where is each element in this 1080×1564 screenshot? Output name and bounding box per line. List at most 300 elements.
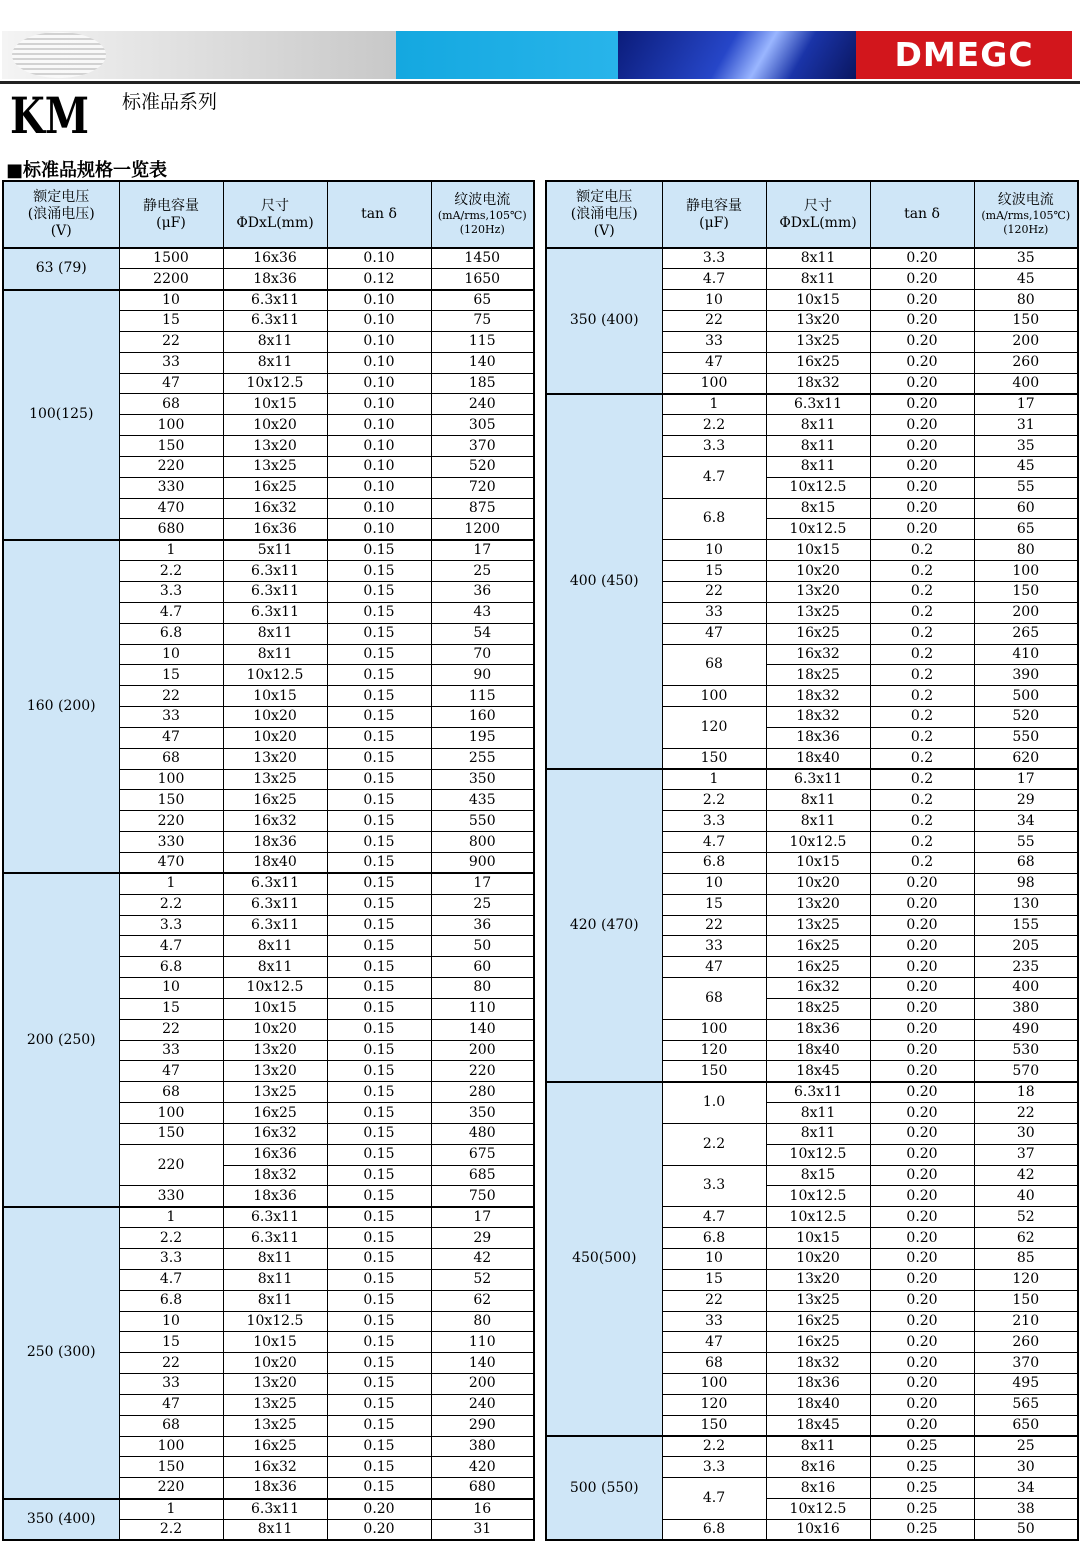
size-cell: 18x32: [766, 707, 870, 728]
header-row: [3, 181, 534, 248]
capacitance-cell: 4.7: [119, 1269, 223, 1290]
capacitance-cell: 10: [119, 644, 223, 665]
ripple-cell: 17: [974, 769, 1078, 790]
ripple-cell: 35: [974, 248, 1078, 269]
size-cell: 10x12.5: [766, 1207, 870, 1228]
size-cell: 13x20: [766, 894, 870, 915]
ripple-cell: 50: [431, 936, 534, 957]
voltage-cell: 420 (470): [546, 769, 662, 1082]
capacitance-cell: 330: [119, 477, 223, 498]
tand-cell: 0.10: [327, 394, 431, 415]
capacitance-cell: 1: [119, 1207, 223, 1228]
capacitance-cell: 2200: [119, 269, 223, 290]
ripple-cell: 42: [974, 1165, 1078, 1186]
voltage-header-line: (浪涌电压): [27, 206, 95, 222]
header-row: [546, 181, 1078, 248]
ripple-header-line: (mA/rms,105℃): [437, 209, 527, 222]
size-cell: 8x11: [223, 1290, 327, 1311]
ripple-cell: 490: [974, 1019, 1078, 1040]
size-cell: 16x25: [766, 957, 870, 978]
capacitance-cell: 220: [119, 1478, 223, 1499]
tand-cell: 0.20: [870, 1290, 974, 1311]
size-cell: 18x25: [766, 998, 870, 1019]
ripple-cell: 43: [431, 602, 534, 623]
ripple-cell: 160: [431, 707, 534, 728]
table-row: [3, 873, 534, 894]
ripple-cell: 565: [974, 1394, 1078, 1415]
ripple-cell: 40: [974, 1186, 1078, 1207]
size-cell: 13x25: [223, 769, 327, 790]
size-cell: 8x11: [766, 1103, 870, 1124]
tand-cell: 0.20: [870, 1019, 974, 1040]
size-cell: 16x25: [223, 790, 327, 811]
ripple-cell: 200: [974, 331, 1078, 352]
capacitance-cell: 1: [119, 1499, 223, 1520]
voltage-group: [3, 540, 534, 874]
tand-cell: 0.15: [327, 894, 431, 915]
size-cell: 5x11: [223, 540, 327, 561]
size-cell: 16x25: [223, 477, 327, 498]
size-cell: 6.3x11: [223, 1499, 327, 1520]
capacitance-cell: 680: [119, 519, 223, 540]
voltage-cell: 500 (550): [546, 1436, 662, 1540]
capacitance-cell: 68: [662, 644, 766, 686]
capacitance-cell: 10: [119, 978, 223, 999]
ripple-cell: 550: [974, 727, 1078, 748]
capacitance-cell: 4.7: [662, 269, 766, 290]
size-header-line: 尺寸: [804, 197, 832, 214]
ripple-cell: 30: [974, 1123, 1078, 1144]
capacitance-cell: 10: [662, 540, 766, 561]
size-cell: 6.3x11: [223, 311, 327, 332]
size-cell: 10x12.5: [766, 832, 870, 853]
capacitance-cell: 68: [662, 978, 766, 1020]
size-cell: 13x25: [223, 456, 327, 477]
size-cell: 16x25: [223, 1436, 327, 1457]
tand-cell: 0.15: [327, 790, 431, 811]
voltage-group: [546, 769, 1078, 1082]
ripple-cell: 570: [974, 1061, 1078, 1082]
capacitance-cell: 3.3: [119, 582, 223, 603]
tand-cell: 0.2: [870, 644, 974, 665]
tand-cell: 0.20: [870, 1103, 974, 1124]
tand-cell: 0.10: [327, 311, 431, 332]
ripple-cell: 140: [431, 352, 534, 373]
tand-cell: 0.20: [870, 1228, 974, 1249]
ripple-header-line: 纹波电流: [997, 192, 1054, 208]
tand-cell: 0.15: [327, 1186, 431, 1207]
size-header-line: 尺寸: [261, 197, 289, 214]
size-cell: 18x36: [766, 1019, 870, 1040]
tand-cell: 0.15: [327, 1040, 431, 1061]
ripple-cell: 120: [974, 1269, 1078, 1290]
capacitance-cell: 47: [662, 623, 766, 644]
table-row: [546, 1436, 1078, 1457]
capacitance-cell: 15: [662, 894, 766, 915]
ripple-cell: 54: [431, 623, 534, 644]
size-cell: 18x32: [223, 1165, 327, 1186]
capacitance-cell: 33: [662, 1311, 766, 1332]
capacitance-cell: 47: [119, 727, 223, 748]
voltage-group: [3, 873, 534, 1207]
ripple-cell: 495: [974, 1374, 1078, 1395]
ripple-cell: 55: [974, 477, 1078, 498]
capacitance-header: [662, 181, 766, 248]
ripple-cell: 25: [974, 1436, 1078, 1457]
tand-cell: 0.15: [327, 561, 431, 582]
tand-cell: 0.10: [327, 477, 431, 498]
ripple-cell: 400: [974, 373, 1078, 394]
capacitance-cell: 47: [119, 1394, 223, 1415]
size-cell: 18x36: [223, 1478, 327, 1499]
capacitance-cell: 33: [119, 352, 223, 373]
ripple-cell: 45: [974, 269, 1078, 290]
tand-cell: 0.15: [327, 1123, 431, 1144]
ripple-cell: 530: [974, 1040, 1078, 1061]
tand-cell: 0.2: [870, 727, 974, 748]
tand-cell: 0.2: [870, 540, 974, 561]
ripple-cell: 150: [974, 311, 1078, 332]
ripple-cell: 90: [431, 665, 534, 686]
tand-cell: 0.15: [327, 1061, 431, 1082]
capacitance-cell: 100: [119, 1103, 223, 1124]
size-cell: 18x36: [766, 727, 870, 748]
capacitance-cell: 10: [662, 1249, 766, 1270]
size-cell: 8x11: [766, 456, 870, 477]
tand-header-line: tan δ: [361, 206, 397, 222]
capacitance-header: [119, 181, 223, 248]
tand-cell: 0.20: [870, 1040, 974, 1061]
ripple-cell: 65: [431, 290, 534, 311]
ripple-cell: 1200: [431, 519, 534, 540]
tand-cell: 0.15: [327, 1436, 431, 1457]
voltage-group: [3, 1207, 534, 1499]
capacitance-cell: 330: [119, 832, 223, 853]
brand-banner: [0, 0, 1080, 84]
tand-cell: 0.20: [870, 1249, 974, 1270]
ripple-cell: 235: [974, 957, 1078, 978]
ripple-cell: 280: [431, 1082, 534, 1103]
size-cell: 16x25: [766, 936, 870, 957]
capacitance-cell: 4.7: [662, 1207, 766, 1228]
tand-cell: 0.20: [870, 957, 974, 978]
voltage-header: [546, 181, 662, 248]
ripple-cell: 31: [431, 1519, 534, 1540]
size-cell: 10x12.5: [766, 519, 870, 540]
voltage-group: [546, 1436, 1078, 1540]
ripple-cell: 380: [974, 998, 1078, 1019]
ripple-cell: 100: [974, 561, 1078, 582]
size-cell: 8x11: [766, 1123, 870, 1144]
size-cell: 10x12.5: [223, 373, 327, 394]
tand-cell: 0.15: [327, 852, 431, 873]
ripple-cell: 155: [974, 915, 1078, 936]
size-cell: 16x32: [766, 644, 870, 665]
capacitance-cell: 10: [662, 290, 766, 311]
capacitance-cell: 68: [119, 1082, 223, 1103]
size-cell: 6.3x11: [223, 290, 327, 311]
voltage-group: [3, 290, 534, 540]
capacitance-header-line: 静电容量: [686, 197, 742, 214]
size-cell: 13x25: [766, 331, 870, 352]
capacitance-cell: 220: [119, 1144, 223, 1186]
ripple-cell: 17: [431, 873, 534, 894]
capacitance-cell: 15: [662, 1269, 766, 1290]
size-cell: 8x15: [766, 1165, 870, 1186]
tand-cell: 0.15: [327, 957, 431, 978]
tand-cell: 0.20: [870, 269, 974, 290]
size-cell: 6.3x11: [223, 915, 327, 936]
tand-cell: 0.15: [327, 1103, 431, 1124]
capacitance-cell: 3.3: [662, 811, 766, 832]
capacitance-cell: 2.2: [662, 1123, 766, 1165]
ripple-cell: 750: [431, 1186, 534, 1207]
capacitance-cell: 10: [119, 290, 223, 311]
table-row: [546, 1082, 1078, 1103]
size-cell: 13x25: [223, 1394, 327, 1415]
size-cell: 13x20: [223, 436, 327, 457]
ripple-cell: 350: [431, 769, 534, 790]
ripple-header-line: (120Hz): [1003, 223, 1049, 236]
size-cell: 10x20: [766, 561, 870, 582]
size-cell: 13x25: [766, 602, 870, 623]
table-row: [546, 394, 1078, 415]
size-cell: 16x25: [766, 1332, 870, 1353]
ripple-cell: 25: [431, 561, 534, 582]
voltage-cell: 63 (79): [3, 248, 119, 290]
capacitance-cell: 68: [119, 1415, 223, 1436]
ripple-cell: 36: [431, 582, 534, 603]
ripple-cell: 205: [974, 936, 1078, 957]
size-cell: 16x25: [766, 352, 870, 373]
tand-cell: 0.20: [870, 1311, 974, 1332]
size-cell: 10x20: [223, 1353, 327, 1374]
size-cell: 6.3x11: [766, 769, 870, 790]
ripple-cell: 35: [974, 436, 1078, 457]
capacitance-cell: 100: [662, 1374, 766, 1395]
voltage-group: [546, 1082, 1078, 1436]
size-cell: 18x25: [766, 665, 870, 686]
ripple-cell: 85: [974, 1249, 1078, 1270]
ripple-cell: 305: [431, 415, 534, 436]
ripple-cell: 17: [974, 394, 1078, 415]
ripple-cell: 17: [431, 540, 534, 561]
capacitance-cell: 33: [119, 1040, 223, 1061]
table-row: [3, 290, 534, 311]
capacitance-cell: 100: [119, 415, 223, 436]
voltage-group: [3, 248, 534, 290]
tand-cell: 0.20: [870, 290, 974, 311]
ripple-cell: 200: [974, 602, 1078, 623]
tand-cell: 0.20: [870, 311, 974, 332]
size-cell: 10x12.5: [766, 477, 870, 498]
tand-cell: 0.2: [870, 852, 974, 873]
capacitance-cell: 15: [119, 311, 223, 332]
capacitance-cell: 47: [662, 352, 766, 373]
capacitance-cell: 15: [119, 665, 223, 686]
banner-cyan-panel: [396, 31, 618, 79]
voltage-header-line: (V): [593, 223, 615, 239]
size-cell: 8x11: [766, 790, 870, 811]
capacitance-cell: 3.3: [662, 248, 766, 269]
voltage-header-line: 额定电压: [576, 189, 633, 205]
ripple-cell: 31: [974, 415, 1078, 436]
capacitance-cell: 150: [662, 748, 766, 769]
ripple-cell: 435: [431, 790, 534, 811]
tand-cell: 0.15: [327, 832, 431, 853]
size-cell: 8x16: [766, 1457, 870, 1478]
capacitance-cell: 3.3: [119, 915, 223, 936]
ripple-cell: 42: [431, 1249, 534, 1270]
ripple-cell: 25: [431, 894, 534, 915]
capacitance-cell: 100: [662, 1019, 766, 1040]
tand-cell: 0.15: [327, 769, 431, 790]
ripple-cell: 150: [974, 582, 1078, 603]
ripple-cell: 29: [974, 790, 1078, 811]
tand-cell: 0.15: [327, 1207, 431, 1228]
capacitance-cell: 120: [662, 1040, 766, 1061]
capacitance-cell: 3.3: [662, 1165, 766, 1207]
size-cell: 6.3x11: [223, 582, 327, 603]
size-cell: 10x20: [223, 1019, 327, 1040]
capacitance-cell: 220: [119, 811, 223, 832]
tand-cell: 0.15: [327, 998, 431, 1019]
capacitance-cell: 6.8: [662, 1519, 766, 1540]
size-cell: 8x11: [223, 1519, 327, 1540]
table-row: [546, 769, 1078, 790]
ripple-cell: 36: [431, 915, 534, 936]
size-cell: 10x20: [223, 707, 327, 728]
ripple-cell: 80: [974, 290, 1078, 311]
ripple-cell: 500: [974, 686, 1078, 707]
voltage-cell: 200 (250): [3, 873, 119, 1207]
tand-cell: 0.20: [870, 394, 974, 415]
tand-cell: 0.20: [870, 978, 974, 999]
ripple-cell: 52: [974, 1207, 1078, 1228]
ripple-cell: 75: [431, 311, 534, 332]
tand-cell: 0.15: [327, 1249, 431, 1270]
ripple-cell: 60: [974, 498, 1078, 519]
tand-cell: 0.20: [870, 1144, 974, 1165]
tand-cell: 0.20: [870, 1186, 974, 1207]
capacitance-cell: 1.0: [662, 1082, 766, 1124]
ripple-cell: 410: [974, 644, 1078, 665]
table-row: [3, 1499, 534, 1520]
size-cell: 16x36: [223, 519, 327, 540]
size-cell: 6.3x11: [223, 873, 327, 894]
tand-cell: 0.2: [870, 832, 974, 853]
tand-cell: 0.25: [870, 1436, 974, 1457]
tand-cell: 0.15: [327, 686, 431, 707]
ripple-cell: 80: [974, 540, 1078, 561]
capacitance-cell: 100: [119, 1436, 223, 1457]
size-cell: 13x25: [766, 1290, 870, 1311]
size-cell: 13x20: [766, 582, 870, 603]
tand-cell: 0.15: [327, 1228, 431, 1249]
size-cell: 18x40: [223, 852, 327, 873]
tand-cell: 0.20: [870, 1374, 974, 1395]
capacitance-cell: 22: [119, 1019, 223, 1040]
voltage-cell: 350 (400): [546, 248, 662, 394]
capacitance-header-line: (μF): [699, 214, 729, 231]
tand-cell: 0.15: [327, 1374, 431, 1395]
capacitance-cell: 68: [662, 1353, 766, 1374]
capacitance-cell: 330: [119, 1186, 223, 1207]
capacitance-cell: 3.3: [662, 436, 766, 457]
size-cell: 18x45: [766, 1061, 870, 1082]
tand-cell: 0.2: [870, 769, 974, 790]
size-cell: 13x25: [223, 1415, 327, 1436]
size-cell: 10x15: [766, 852, 870, 873]
tand-cell: 0.2: [870, 748, 974, 769]
size-cell: 10x12.5: [223, 978, 327, 999]
tand-cell: 0.20: [870, 998, 974, 1019]
size-cell: 8x11: [766, 811, 870, 832]
size-cell: 8x11: [766, 269, 870, 290]
table-row: [3, 1207, 534, 1228]
tand-cell: 0.20: [870, 1269, 974, 1290]
size-cell: 10x15: [766, 290, 870, 311]
tand-cell: 0.15: [327, 936, 431, 957]
capacitance-cell: 220: [119, 456, 223, 477]
size-cell: 13x20: [766, 1269, 870, 1290]
voltage-group: [546, 248, 1078, 394]
voltage-header-line: (V): [50, 223, 72, 239]
tand-cell: 0.10: [327, 373, 431, 394]
capacitance-cell: 22: [662, 311, 766, 332]
size-cell: 8x11: [223, 936, 327, 957]
ripple-cell: 550: [431, 811, 534, 832]
capacitance-header-line: 静电容量: [143, 197, 199, 214]
voltage-header: [3, 181, 119, 248]
ripple-cell: 260: [974, 352, 1078, 373]
ripple-cell: 380: [431, 1436, 534, 1457]
voltage-cell: 250 (300): [3, 1207, 119, 1499]
ripple-cell: 30: [974, 1457, 1078, 1478]
capacitance-cell: 2.2: [119, 1228, 223, 1249]
ripple-cell: 55: [974, 832, 1078, 853]
ripple-cell: 115: [431, 686, 534, 707]
voltage-cell: 450(500): [546, 1082, 662, 1436]
ripple-header-line: (120Hz): [459, 223, 505, 236]
voltage-group: [546, 394, 1078, 769]
capacitance-cell: 2.2: [662, 1436, 766, 1457]
tand-cell: 0.25: [870, 1457, 974, 1478]
size-cell: 16x32: [223, 1123, 327, 1144]
capacitance-cell: 33: [662, 331, 766, 352]
size-cell: 18x45: [766, 1415, 870, 1436]
size-cell: 18x36: [223, 269, 327, 290]
capacitance-cell: 4.7: [662, 832, 766, 853]
size-cell: 8x11: [223, 1269, 327, 1290]
ripple-header-line: 纹波电流: [454, 192, 511, 208]
tand-cell: 0.2: [870, 686, 974, 707]
ripple-cell: 34: [974, 1478, 1078, 1499]
tand-cell: 0.12: [327, 269, 431, 290]
capacitance-cell: 4.7: [662, 456, 766, 498]
ripple-cell: 480: [431, 1123, 534, 1144]
size-cell: 16x32: [223, 1457, 327, 1478]
size-cell: 10x20: [223, 727, 327, 748]
ripple-cell: 62: [974, 1228, 1078, 1249]
capacitance-cell: 1: [119, 873, 223, 894]
size-header-line: ΦDxL(mm): [779, 214, 857, 231]
tand-cell: 0.20: [870, 1123, 974, 1144]
capacitance-cell: 15: [119, 998, 223, 1019]
capacitance-cell: 4.7: [119, 936, 223, 957]
size-cell: 6.3x11: [223, 894, 327, 915]
tand-cell: 0.15: [327, 915, 431, 936]
